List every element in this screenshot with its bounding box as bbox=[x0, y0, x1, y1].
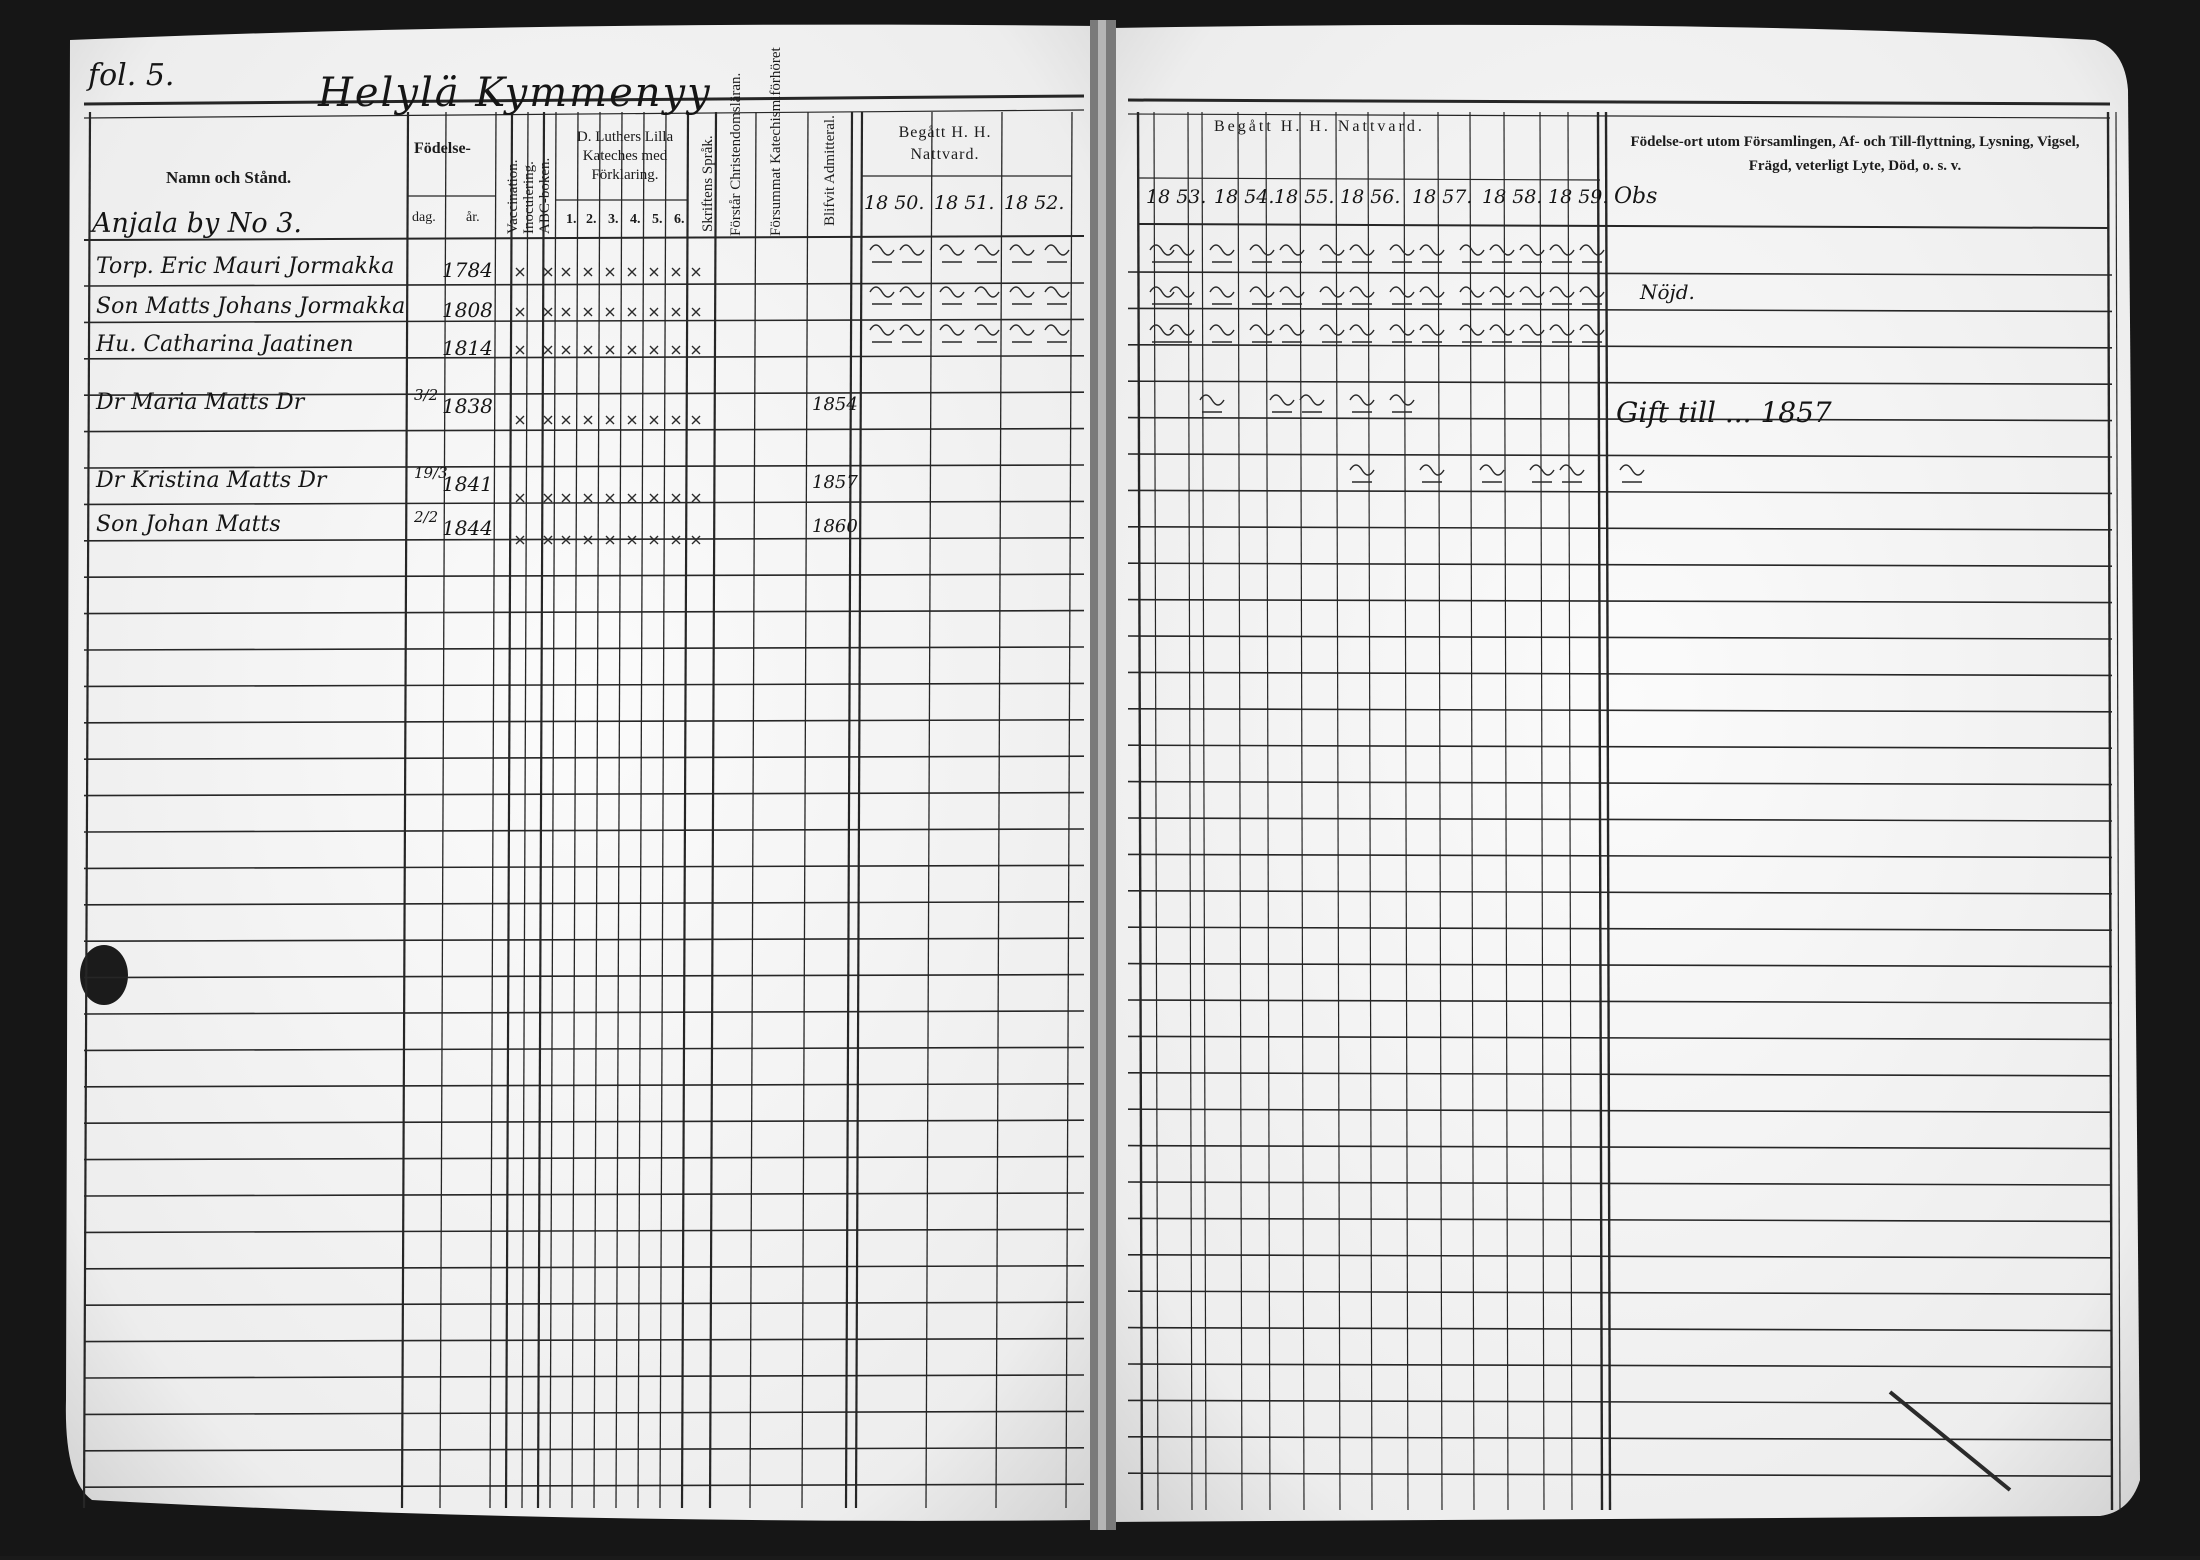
header-inoculation: Inoculering. bbox=[521, 161, 537, 234]
header-catechism-part-5: 5. bbox=[652, 212, 663, 227]
header-communion-left: Begått H. H. Nattvard. bbox=[898, 124, 992, 163]
admitted-year: 1857 bbox=[812, 472, 858, 493]
year-left-3: 18 52. bbox=[1004, 192, 1065, 214]
year-right-4: 18 56. bbox=[1340, 186, 1401, 208]
person-name: Son Johan Matts bbox=[96, 512, 281, 537]
person-name: Torp. Eric Mauri Jormakka bbox=[96, 254, 395, 279]
person-name: Dr Maria Matts Dr bbox=[96, 390, 305, 415]
remarks-column-note: Obs bbox=[1614, 184, 1658, 209]
header-catechism-part-1: 1. bbox=[566, 212, 577, 227]
year-right-5: 18 57. bbox=[1412, 186, 1473, 208]
header-missed-hearing: Försummat Katechismiförhöret bbox=[768, 47, 784, 236]
admitted-year: 1854 bbox=[812, 394, 858, 415]
header-remarks: Födelse-ort utom Församlingen, Af- och Till-flyttning, Lysning, Vigsel, Frägd, veterligt Lyte, Död, o. s. v. bbox=[1630, 134, 2080, 174]
header-catechism-part-2: 2. bbox=[586, 212, 597, 227]
header-name-status: Namn och Stånd. bbox=[166, 168, 292, 187]
birth-day: 2/2 bbox=[414, 508, 439, 526]
header-communion-right: Begått H. H. Nattvard. bbox=[1214, 118, 1425, 135]
birth-year: 1838 bbox=[442, 394, 493, 418]
header-birth-year: år. bbox=[466, 210, 480, 225]
birth-year: 1814 bbox=[442, 336, 493, 360]
header-catechism: D. Luthers Lilla Kateches med Förklaring. bbox=[576, 129, 674, 183]
year-right-1: 18 53. bbox=[1146, 186, 1207, 208]
birth-year: 1841 bbox=[442, 472, 493, 496]
year-right-3: 18 55. bbox=[1274, 186, 1335, 208]
left-page bbox=[66, 25, 1098, 1521]
person-name: Hu. Catharina Jaatinen bbox=[96, 332, 354, 357]
person-name: Anjala by No 3. bbox=[92, 208, 303, 239]
header-catechism-part-6: 6. bbox=[674, 212, 685, 227]
folio-number: fol. 5. bbox=[88, 58, 175, 93]
header-birth-day: dag. bbox=[412, 210, 436, 225]
header-vaccination: Vaccination. bbox=[505, 159, 521, 234]
header-admitted: Blifvit Admitteral. bbox=[822, 115, 838, 226]
person-name: Son Matts Johans Jormakka bbox=[96, 294, 406, 319]
birth-day: 3/2 bbox=[414, 386, 439, 404]
remark-note-2: Gift till ... 1857 bbox=[1616, 396, 1832, 429]
header-scripture: Skriftens Språk. bbox=[700, 135, 716, 232]
header-birth: Födelse- bbox=[414, 140, 471, 157]
person-name: Dr Kristina Matts Dr bbox=[96, 468, 327, 493]
remark-note-1: Nöjd. bbox=[1640, 280, 1695, 304]
header-christianity: Förstår Christendomsläran. bbox=[728, 72, 744, 236]
birth-day: 19/3 bbox=[414, 464, 448, 482]
year-right-7: 18 59. bbox=[1548, 186, 1609, 208]
village-title: Helylä Kymmenyy bbox=[318, 70, 712, 116]
birth-year: 1844 bbox=[442, 516, 493, 540]
header-catechism-part-4: 4. bbox=[630, 212, 641, 227]
year-left-2: 18 51. bbox=[934, 192, 995, 214]
header-abc-book: ABC-boken. bbox=[537, 157, 553, 234]
birth-year: 1784 bbox=[442, 258, 493, 282]
year-right-6: 18 58. bbox=[1482, 186, 1543, 208]
year-right-2: 18 54. bbox=[1214, 186, 1275, 208]
admitted-year: 1860 bbox=[812, 516, 858, 537]
year-left-1: 18 50. bbox=[864, 192, 925, 214]
birth-year: 1808 bbox=[442, 298, 493, 322]
header-catechism-part-3: 3. bbox=[608, 212, 619, 227]
